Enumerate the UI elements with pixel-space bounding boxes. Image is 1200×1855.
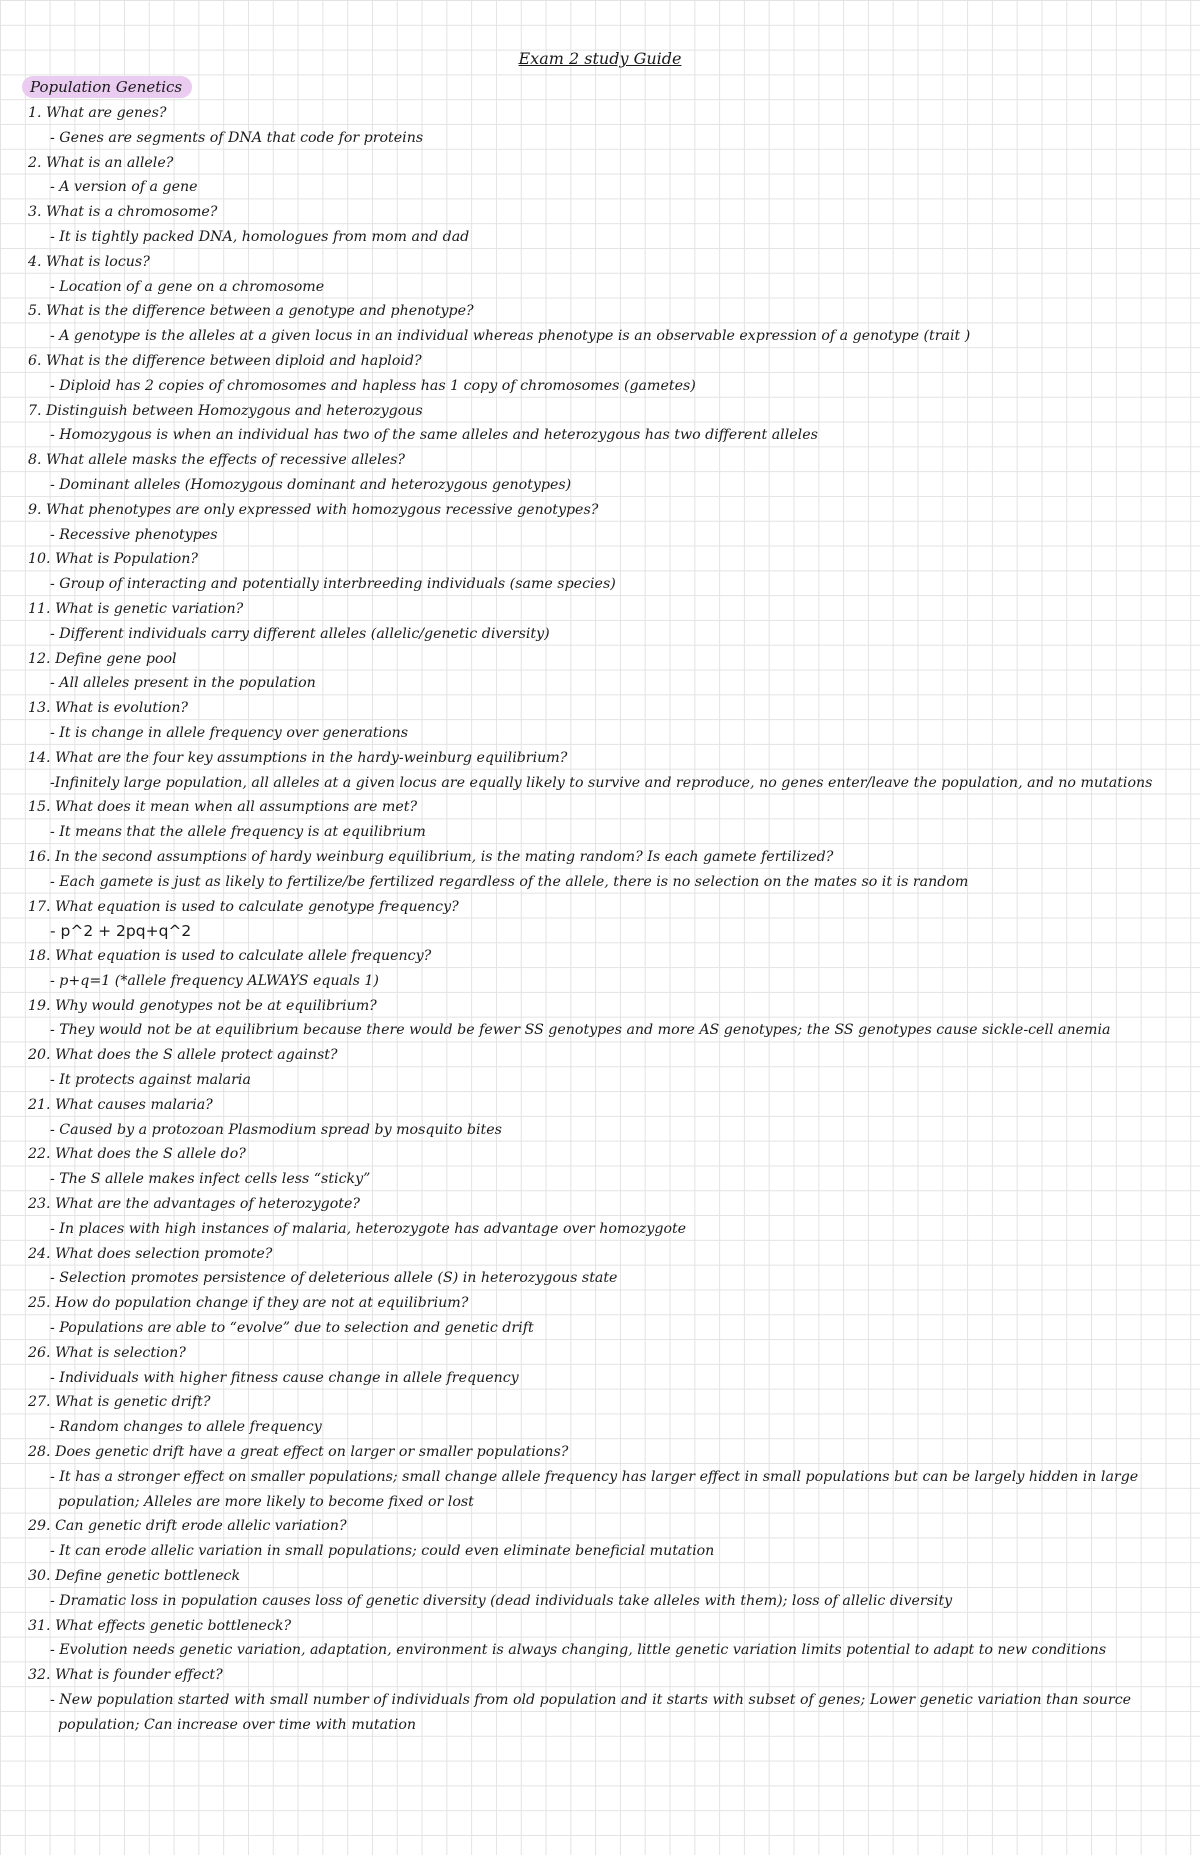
answer: - The S allele makes infect cells less “sticky” (50, 1171, 371, 1188)
question: 11. What is genetic variation? (28, 600, 244, 617)
question: 27. What is genetic drift? (28, 1394, 211, 1411)
answer: - It is tightly packed DNA, homologues from mom and dad (50, 228, 470, 245)
answer: - It is change in allele frequency over generations (50, 724, 409, 741)
qa-item (28, 746, 1178, 796)
answer: - A version of a gene (50, 179, 198, 196)
question: 3. What is a chromosome? (28, 204, 218, 221)
answer: - Group of interacting and potentially interbreeding individuals (same species) (50, 576, 616, 593)
question: 15. What does it mean when all assumptions are met? (28, 799, 418, 816)
qa-item (28, 1440, 1178, 1514)
question: 21. What causes malaria? (28, 1096, 213, 1113)
answer: - Location of a gene on a chromosome (50, 278, 325, 295)
answer: - Genes are segments of DNA that code for proteins (50, 129, 424, 146)
qa-item (28, 151, 1178, 201)
question: 31. What effects genetic bottleneck? (28, 1617, 292, 1634)
question: 26. What is selection? (28, 1344, 186, 1361)
question: 29. Can genetic drift erode allelic variation? (28, 1518, 347, 1535)
qa-item (28, 1564, 1178, 1614)
qa-list (28, 101, 1178, 1738)
qa-item (28, 944, 1178, 994)
question: 19. Why would genotypes not be at equilibrium? (28, 997, 377, 1014)
qa-item (28, 1614, 1178, 1664)
answer: - Dramatic loss in population causes loss of genetic diversity (dead individuals take alleles with them); loss of allelic diversity (50, 1592, 953, 1609)
question: 7. Distinguish between Homozygous and heterozygous (28, 402, 423, 419)
answer: - Homozygous is when an individual has two of the same alleles and heterozygous has two different alleles (50, 427, 818, 444)
answer: - All alleles present in the population (50, 675, 316, 692)
qa-item (28, 1341, 1178, 1391)
answer: - It can erode allelic variation in small populations; could even eliminate beneficial mutation (50, 1543, 715, 1560)
qa-item (28, 498, 1178, 548)
question: 17. What equation is used to calculate genotype frequency? (28, 898, 459, 915)
qa-item (28, 1291, 1178, 1341)
qa-item (28, 795, 1178, 845)
answer: - In places with high instances of malaria, heterozygote has advantage over homozygote (50, 1220, 687, 1237)
qa-item (28, 1514, 1178, 1564)
question: 20. What does the S allele protect against? (28, 1047, 338, 1064)
question: 24. What does selection promote? (28, 1245, 273, 1262)
answer: - p^2 + 2pq+q^2 (50, 922, 192, 941)
answer: - New population started with small number of individuals from old population and it starts with subset of genes; Lower genetic variation than source population; Can increase over time with mutation (50, 1692, 1132, 1733)
qa-item (28, 1390, 1178, 1440)
qa-item (28, 1093, 1178, 1143)
qa-item (28, 299, 1178, 349)
question: 12. Define gene pool (28, 650, 177, 667)
question: 6. What is the difference between diploid and haploid? (28, 352, 422, 369)
answer: - Selection promotes persistence of deleterious allele (S) in heterozygous state (50, 1270, 618, 1287)
qa-item (28, 1242, 1178, 1292)
answer: - Random changes to allele frequency (50, 1419, 322, 1436)
answer: - It means that the allele frequency is at equilibrium (50, 824, 426, 841)
answer: - Dominant alleles (Homozygous dominant and heterozygous genotypes) (50, 476, 572, 493)
answer: - Individuals with higher fitness cause change in allele frequency (50, 1369, 519, 1386)
question: 13. What is evolution? (28, 700, 188, 717)
question: 9. What phenotypes are only expressed with homozygous recessive genotypes? (28, 501, 599, 518)
question: 25. How do population change if they are not at equilibrium? (28, 1295, 469, 1312)
question: 32. What is founder effect? (28, 1667, 223, 1684)
answer: - Each gamete is just as likely to fertilize/be fertilized regardless of the allele, there is no selection on the mates so it is random (50, 873, 969, 890)
question: 28. Does genetic drift have a great effect on larger or smaller populations? (28, 1444, 569, 1461)
answer: - It has a stronger effect on smaller populations; small change allele frequency has larger effect in small populations but can be largely hidden in large population; Alleles are more likely to become fixed or lost (50, 1468, 1139, 1510)
qa-item (28, 448, 1178, 498)
question: 10. What is Population? (28, 551, 199, 568)
page-title: Exam 2 study Guide (518, 49, 682, 68)
question: 5. What is the difference between a genotype and phenotype? (28, 303, 474, 320)
question: 14. What are the four key assumptions in the hardy-weinburg equilibrium? (28, 749, 568, 766)
qa-item (28, 349, 1178, 399)
answer: - Recessive phenotypes (50, 526, 218, 543)
answer: - Diploid has 2 copies of chromosomes and hapless has 1 copy of chromosomes (gametes) (50, 377, 696, 394)
qa-item (28, 845, 1178, 895)
question: 4. What is locus? (28, 253, 150, 270)
question: 30. Define genetic bottleneck (28, 1568, 241, 1585)
qa-item (28, 696, 1178, 746)
qa-item (28, 1043, 1178, 1093)
qa-item (28, 597, 1178, 647)
question: 22. What does the S allele do? (28, 1146, 246, 1163)
question: 16. In the second assumptions of hardy weinburg equilibrium, is the mating random? Is each gamete fertilized? (28, 848, 834, 865)
answer: - A genotype is the alleles at a given locus in an individual whereas phenotype is an observable expression of a genotype (trait ) (50, 328, 971, 345)
qa-item (28, 200, 1178, 250)
answer: - Evolution needs genetic variation, adaptation, environment is always changing, little genetic variation limits potential to adapt to new conditions (50, 1642, 1107, 1659)
answer: - It protects against malaria (50, 1072, 251, 1089)
question: 23. What are the advantages of heterozygote? (28, 1196, 361, 1213)
question: 8. What allele masks the effects of recessive alleles? (28, 452, 406, 469)
qa-item (28, 250, 1178, 300)
qa-item (28, 1142, 1178, 1192)
qa-item (28, 1663, 1178, 1737)
qa-item (28, 994, 1178, 1044)
answer: - Populations are able to “evolve” due to selection and genetic drift (50, 1320, 534, 1337)
qa-item (28, 101, 1178, 151)
section-heading: Population Genetics (22, 76, 192, 98)
qa-item (28, 647, 1178, 697)
question: 18. What equation is used to calculate allele frequency? (28, 948, 432, 965)
answer: - Different individuals carry different alleles (allelic/genetic diversity) (50, 625, 550, 642)
answer: - Caused by a protozoan Plasmodium spread by mosquito bites (50, 1121, 502, 1138)
qa-item (28, 399, 1178, 449)
question: 2. What is an allele? (28, 154, 174, 171)
qa-item (28, 895, 1178, 945)
answer: - They would not be at equilibrium because there would be fewer SS genotypes and more AS genotypes; the SS genotypes cause sickle-cell anemia (50, 1022, 1111, 1039)
qa-item (28, 547, 1178, 597)
answer: -Infinitely large population, all alleles at a given locus are equally likely to survive and reproduce, no genes enter/leave the population, and no mutations (50, 774, 1153, 791)
question: 1. What are genes? (28, 105, 167, 121)
qa-item (28, 1192, 1178, 1242)
answer: - p+q=1 (*allele frequency ALWAYS equals 1) (50, 972, 379, 989)
